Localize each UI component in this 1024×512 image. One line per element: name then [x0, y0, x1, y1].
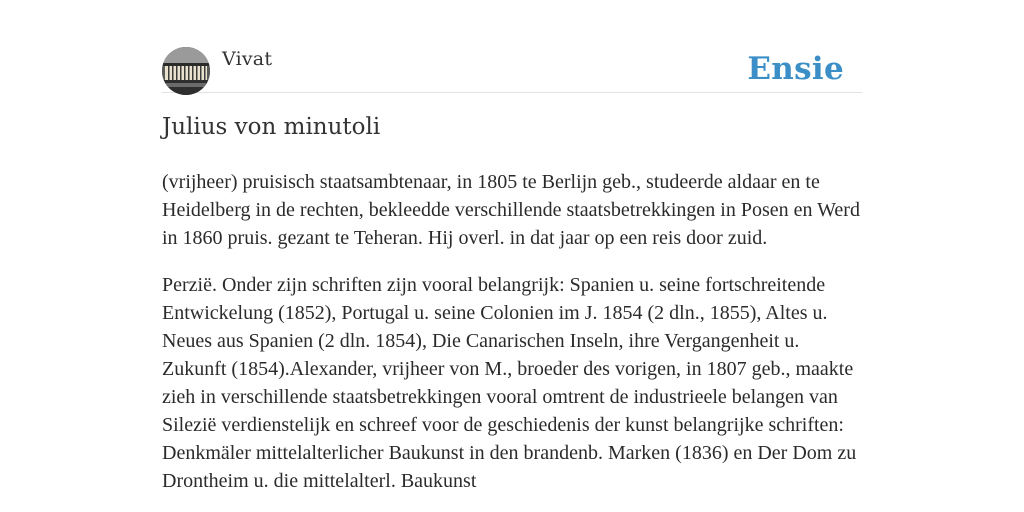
article-body [162, 168, 862, 512]
article-title: Julius von minutoli [162, 114, 381, 140]
typewriter-keys-icon [162, 47, 210, 95]
page-header [162, 46, 862, 93]
article-paragraph: (vrijheer) pruisisch staatsambtenaar, in 1805 te Berlijn geb., studeerde aldaar en te Heidelberg in de rechten, bekleedde verschillende staatsbetrekkingen in Posen en Werd in 1860 pruis. gezant te Teheran. Hij overl. in dat jaar op een reis door zuid. [162, 171, 860, 249]
article-paragraph: Perzië. Onder zijn schriften zijn vooral belangrijk: Spanien u. seine fortschreitende Entwickelung (1852), Portugal u. seine Colonien im J. 1854 (2 dln., 1855), Altes u. Neues aus Spanien (2 dln. 1854), Die Canarischen Inseln, ihre Vergangenheit u. Zukunft (1854).Alexander, vrijheer von M., broeder des vorigen, in 1807 geb., maakte zieh in verschillende staatsbetrekkingen vooral omtrent de industrieele belangen van Silezië verdienstelijk en schreef voor de geschiedenis der kunst belangrijke schriften: Denkmäler mittelalterlicher Baukunst in den brandenb. Marken (1836) en Der Dom zu Drontheim u. die mittelalterl. Baukunst [162, 274, 857, 492]
brand-logo[interactable]: Ensie [747, 51, 844, 87]
author-avatar[interactable] [162, 47, 210, 95]
author-name[interactable]: Vivat [222, 48, 273, 70]
